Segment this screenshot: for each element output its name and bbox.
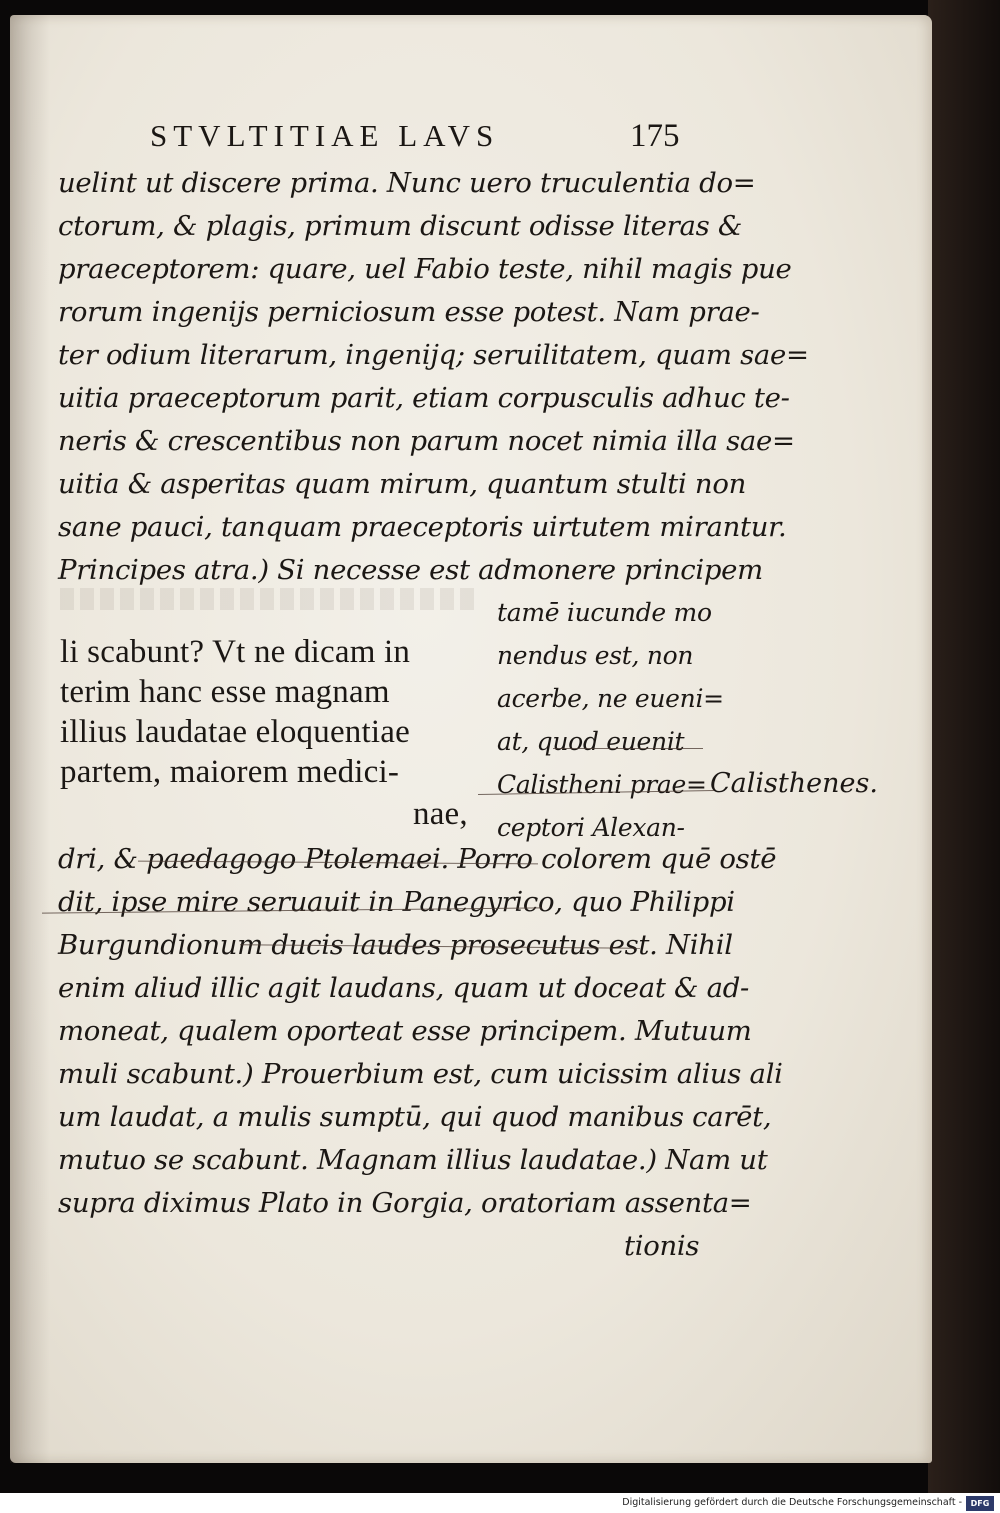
body-line: mutuo se scabunt. Magnam illius laudatae.) Nam ut: [58, 1144, 768, 1176]
body-line: praeceptorem: quare, uel Fabio teste, nihil magis pue: [58, 253, 792, 285]
body-line: Principes atra.) Si necesse est admonere principem: [58, 554, 763, 586]
text-line: li scabunt? Vt ne dicam in: [60, 634, 411, 670]
ink-underline: [553, 748, 703, 749]
catchword: tionis: [624, 1230, 700, 1262]
commentary-line: tamē iucunde mo: [497, 598, 712, 627]
text-line: nae,: [413, 796, 468, 832]
body-line: Burgundionum ducis laudes prosecutus est. Nihil: [58, 929, 733, 961]
body-line: ter odium literarum, ingenijq; seruilitatem, quam sae=: [58, 339, 809, 371]
text-line: partem, maiorem medici-: [60, 754, 400, 790]
text-line: terim hanc esse magnam: [60, 674, 390, 710]
dfg-logo: DFG: [966, 1496, 994, 1511]
body-line: ctorum, & plagis, primum discunt odisse literas &: [58, 210, 742, 242]
running-head: STVLTITIAE LAVS: [150, 118, 500, 153]
footer-credit: Digitalisierung gefördert durch die Deutsche Forschungsgemeinschaft -: [622, 1497, 962, 1508]
body-line: uelint ut discere prima. Nunc uero truculentia do=: [58, 167, 756, 199]
commentary-line: at, quod euenit: [497, 727, 685, 756]
body-line: supra diximus Plato in Gorgia, oratoriam assenta=: [58, 1187, 752, 1219]
commentary-line: nendus est, non: [497, 641, 694, 670]
body-line: dri, & paedagogo Ptolemaei. Porro colorem quē ostē: [58, 843, 777, 875]
body-line: sane pauci, tanquam praeceptoris uirtutem mirantur.: [58, 511, 787, 543]
body-line: uitia praeceptorum parit, etiam corpusculis adhuc te-: [58, 382, 790, 414]
commentary-line: Calistheni prae=: [497, 770, 707, 799]
body-line: dit, ipse mire seruauit in Panegyrico, quo Philippi: [58, 886, 735, 918]
faint-bleedthrough: [60, 588, 480, 610]
body-line: moneat, qualem oporteat esse principem. Mutuum: [58, 1015, 752, 1047]
margin-note: Calisthenes.: [710, 768, 878, 799]
book-edge-backdrop: [928, 0, 1000, 1493]
body-line: uitia & asperitas quam mirum, quantum stulti non: [58, 468, 746, 500]
body-line: muli scabunt.) Prouerbium est, cum uicissim alius ali: [58, 1058, 783, 1090]
commentary-line: ceptori Alexan-: [497, 813, 685, 842]
body-line: enim aliud illic agit laudans, quam ut doceat & ad-: [58, 972, 750, 1004]
text-line: illius laudatae eloquentiae: [60, 714, 410, 750]
page-number: 175: [630, 118, 680, 154]
body-line: neris & crescentibus non parum nocet nimia illa sae=: [58, 425, 795, 457]
body-line: rorum ingenijs perniciosum esse potest. Nam prae-: [58, 296, 760, 328]
body-line: um laudat, a mulis sumptū, qui quod manibus carēt,: [58, 1101, 772, 1133]
gutter-shadow: [10, 15, 50, 1463]
commentary-line: acerbe, ne eueni=: [497, 684, 724, 713]
